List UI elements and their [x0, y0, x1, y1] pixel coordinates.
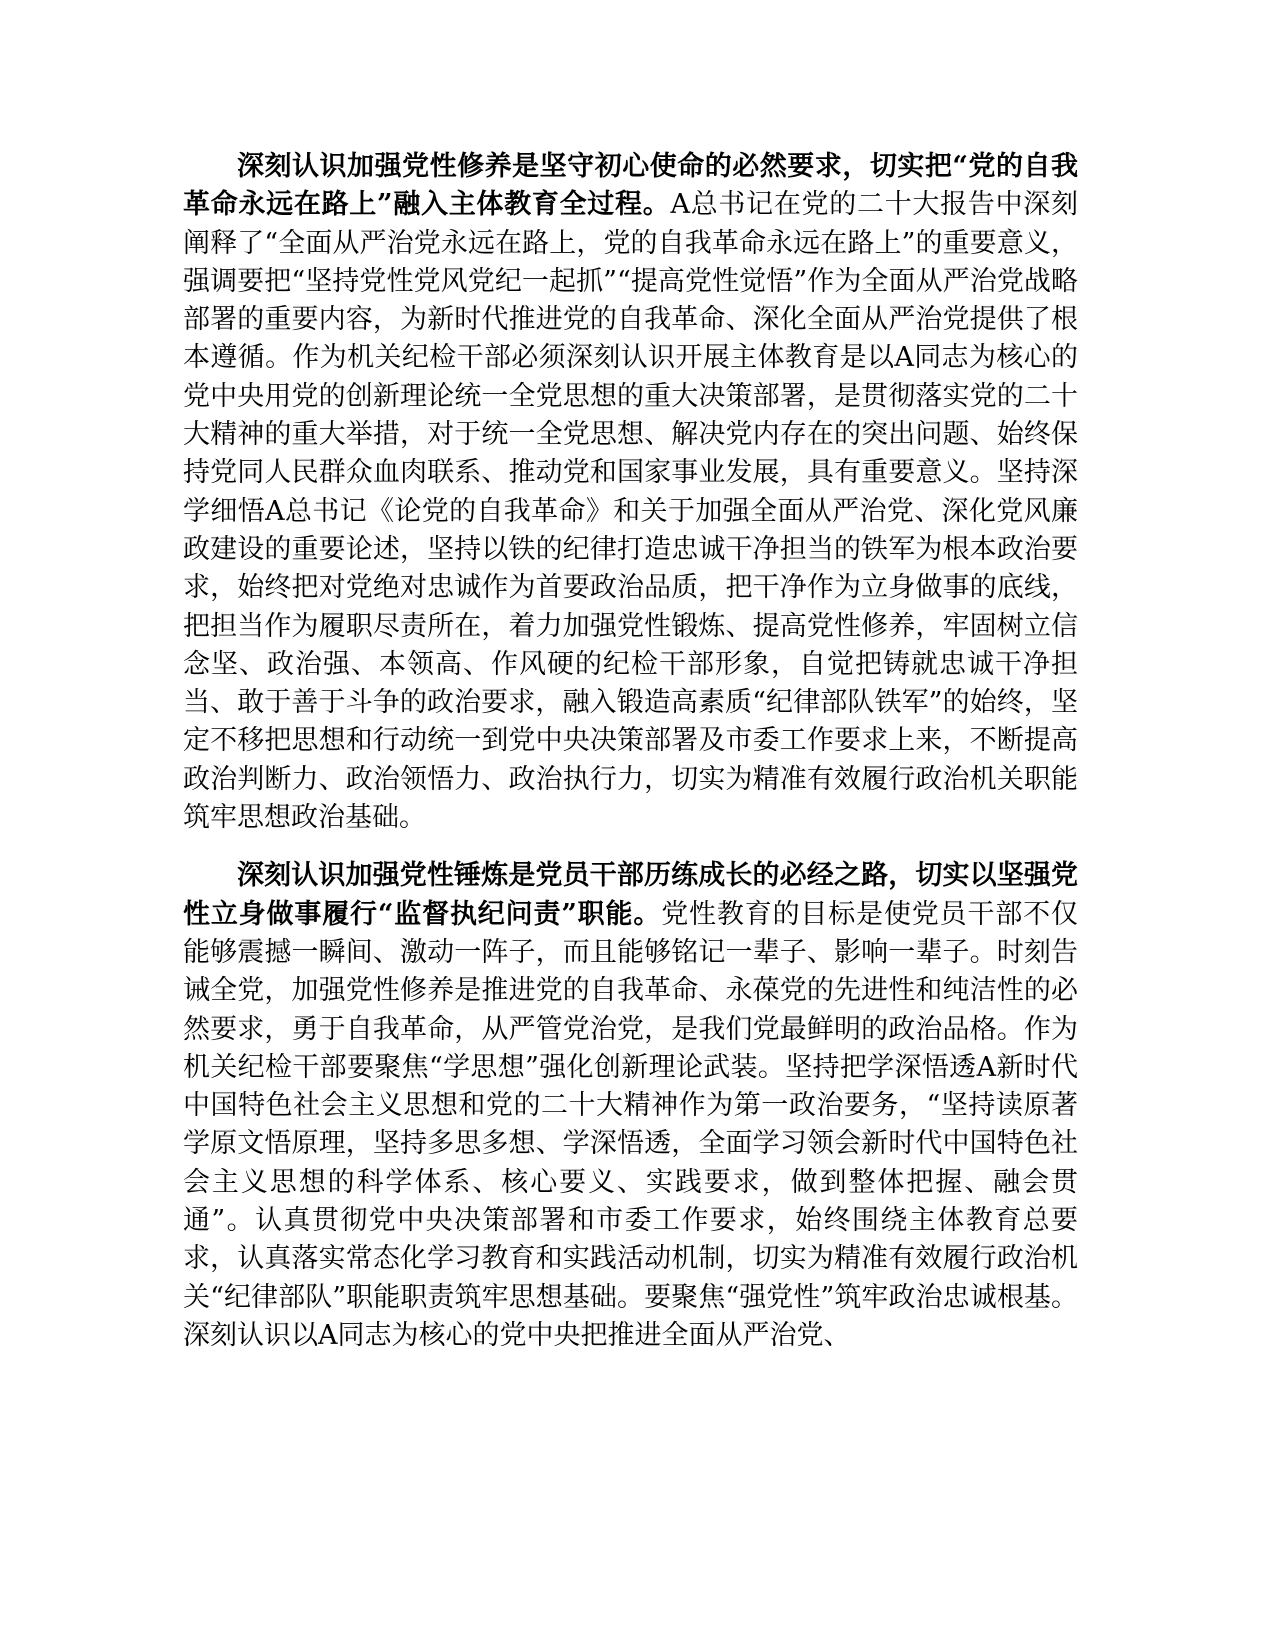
paragraph-1-body: A总书记在党的二十大报告中深刻阐释了“全面从严治党永远在路上，党的自我革命永远在路上”的重要意义，强调要把“坚持党性党风党纪一起抓”“提高党性觉悟”作为全面从严治党战略部署的重要内容，为新时代推进党的自我革命、深化全面从严治党提供了根本遵循。作为机关纪检干部必须深刻认识开展主体教育是以A同志为核心的党中央用党的创新理论统一全党思想的重大决策部署，是贯彻落实党的二十大精神的重大举措，对于统一全党思想、解决党内存在的突出问题、始终保持党同人民群众血肉联系、推动党和国家事业发展，具有重要意义。坚持深学细悟A总书记《论党的自我革命》和关于加强全面从严治党、深化党风廉政建设的重要论述，坚持以铁的纪律打造忠诚干净担当的铁军为根本政治要求，始终把对党绝对忠诚作为首要政治品质，把干净作为立身做事的底线，把担当作为履职尽责所在，着力加强党性锻炼、提高党性修养，牢固树立信念坚、政治强、本领高、作风硬的纪检干部形象，自觉把铸就忠诚干净担当、敢于善于斗争的政治要求，融入锻造高素质“纪律部队铁军”的始终，坚定不移把思想和行动统一到党中央决策部署及市委工作要求上来，不断提高政治判断力、政治领悟力、政治执行力，切实为精准有效履行政治机关职能筑牢思想政治基础。	[183, 189, 1078, 834]
paragraph-2	[183, 857, 1078, 1355]
paragraph-1	[183, 148, 1078, 837]
paragraph-2-body: 党性教育的目标是使党员干部不仅能够震撼一瞬间、激动一阵子，而且能够铭记一辈子、影响一辈子。时刻告诫全党，加强党性修养是推进党的自我革命、永葆党的先进性和纯洁性的必然要求，勇于自我革命，从严管党治党，是我们党最鲜明的政治品格。作为机关纪检干部要聚焦“学思想”强化创新理论武装。坚持把学深悟透A新时代中国特色社会主义思想和党的二十大精神作为第一政治要务，“坚持读原著学原文悟原理，坚持多思多想、学深悟透，全面学习领会新时代中国特色社会主义思想的科学体系、核心要义、实践要求，做到整体把握、融会贯通”。认真贯彻党中央决策部署和市委工作要求，始终围绕主体教育总要求，认真落实常态化学习教育和实践活动机制，切实为精准有效履行政治机关“纪律部队”职能职责筑牢思想基础。要聚焦“强党性”筑牢政治忠诚根基。深刻认识以A同志为核心的党中央把推进全面从严治党、	[183, 898, 1079, 1351]
document-page	[183, 148, 1078, 1375]
paragraph-2-heading: 深刻认识加强党性锤炼是党员干部历练成长的必经之路，切实以坚强党性立身做事履行“监督执纪问责”职能。	[183, 860, 1078, 930]
paragraph-1-heading: 深刻认识加强党性修养是坚守初心使命的必然要求，切实把“党的自我革命永远在路上”融入主体教育全过程。	[183, 151, 1078, 221]
